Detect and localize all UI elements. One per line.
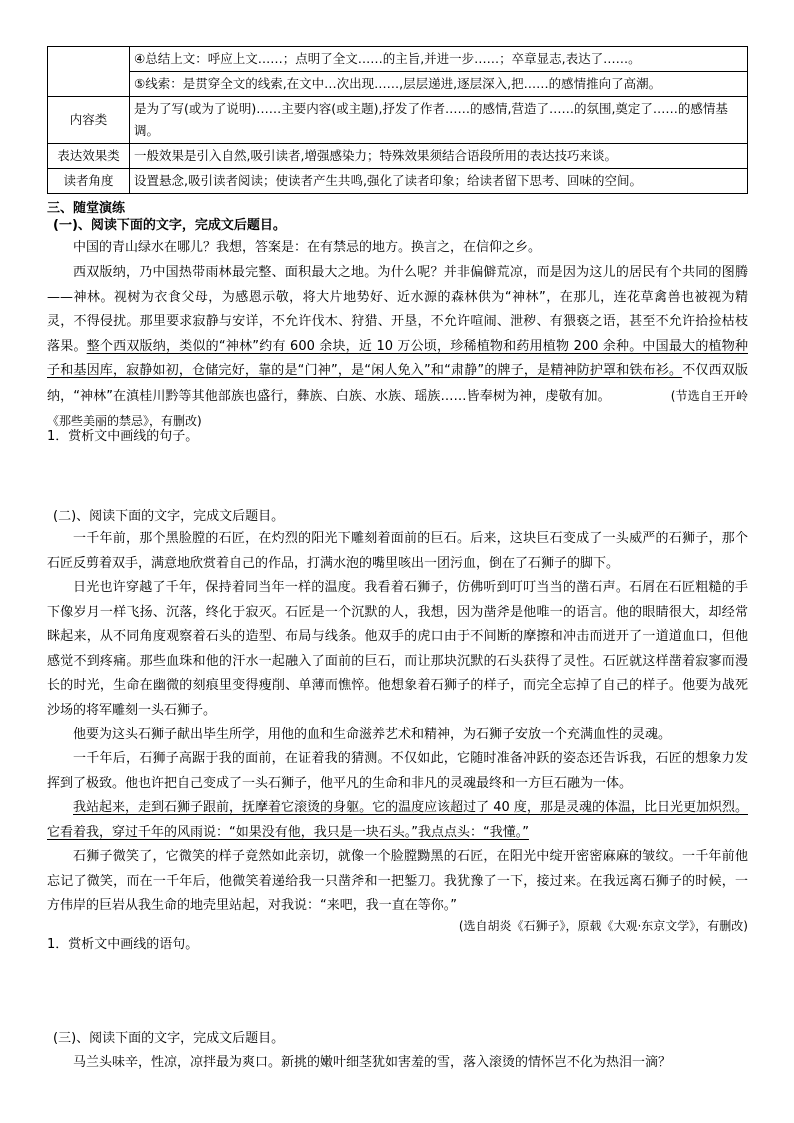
table-content-cell: 设置悬念,吸引读者阅读；使读者产生共鸣,强化了读者印象；给读者留下思考、回味的空间。	[130, 169, 748, 194]
paragraph-text: 西双版纳，乃中国热带雨林最完整、面积最大之地。为什么呢？并非偏僻荒凉，而是因为这儿的居民有个共同的图腾——神林。视树为衣食父母，为感恩示敬，将大片地势好、近水源的森林供为“神林”，在那儿，连花草禽兽也被视为精灵，不得侵扰。那里要求寂静与安详，不允许伐木、狩猎、开垦，不允许喧闹、泄秽、有猥亵之语，甚至不允许拾捡枯枝落果。	[47, 265, 748, 354]
question-1: 1．赏析文中画线的句子。	[47, 429, 199, 444]
table-content-cell: 一般效果是引入自然,吸引读者,增强感染力；特殊效果须结合语段所用的表达技巧来谈。	[130, 144, 748, 169]
table-content-cell: 是为了写(或为了说明)……主要内容(或主题),抒发了作者……的感情,营造了……的氛围,奠定了……的感情基调。	[130, 97, 748, 144]
underlined-sentence: 我站起来，走到石狮子跟前，抚摩着它滚烫的身躯。它的温度应该超过了 40 度，那是灵魂的体温，比日光更加炽烈。它看着我，穿过千年的风雨说：“如果没有他，我只是一块石头。”我点点头：“我懂。”	[47, 800, 748, 840]
question-1: 1．赏析文中画线的语句。	[47, 937, 199, 952]
table-category-cell: 读者角度	[48, 169, 130, 194]
passage-1-heading: (一)、阅读下面的文字，完成文后题目。	[53, 218, 286, 233]
summary-table	[47, 46, 748, 194]
passage-2-paragraph-1: 一千年前，那个黑脸膛的石匠，在灼烈的阳光下雕刻着面前的巨石。后来，这块巨石变成了一头威严的石狮子，那个石匠反剪着双手，满意地欣赏着自己的作品，打满水泡的嘴里咳出一团污血，倒在了石狮子的脚下。	[47, 531, 748, 571]
passage-1-paragraph-1: 中国的青山绿水在哪儿？我想，答案是：在有禁忌的地方。换言之，在信仰之乡。	[73, 240, 542, 255]
source-citation: (选自胡炎《石狮子》，原载《大观·东京文学》，有删改)	[458, 919, 748, 933]
passage-2-paragraph-6: 石狮子微笑了，它微笑的样子竟然如此亲切，就像一个脸膛黝黑的石匠，在阳光中绽开密密麻麻的皱纹。一千年前他忘记了微笑，而在一千年后，他微笑着递给我一只凿斧和一把錾刀。我犹豫了一下，接过来。在我远离石狮子的时候，一方伟岸的巨岩从我生命的地壳里站起，对我说：“来吧，我一直在等你。”	[47, 849, 748, 913]
table-row	[48, 47, 748, 72]
table-content-cell: ④总结上文：呼应上文……；点明了全文……的主旨,并进一步……；卒章显志,表达了……。	[130, 47, 748, 72]
table-category-cell: 内容类	[48, 97, 130, 144]
underlined-sentence: 整个西双版纳，类似的“神林”约有 600 余块，近 10 万公顷，珍稀植物和药用植物 200 余种。中国最大的植物种子和基因库，寂静如初，仓储完好，靠的是“门神”，是“闲人免入”和“肃静”的牌子，是精神防护罩和铁布衫。	[47, 338, 748, 378]
passage-2-paragraph-2: 日光也许穿越了千年，保持着同当年一样的温度。我看着石狮子，仿佛听到叮叮当当的凿石声。石屑在石匠粗糙的手下像岁月一样飞扬、沉落，终化于寂灭。石匠是一个沉默的人，我想，因为凿斧是他唯一的语言。他的眼睛很大，却经常眯起来，从不同角度观察着石头的造型、布局与线条。他双手的虎口由于不间断的摩擦和冲击而迸开了一道道血口，但他感觉不到疼痛。那些血珠和他的汗水一起融入了面前的巨石，而让那块沉默的石头获得了灵性。石匠就这样凿着寂寥而漫长的时光，生命在幽微的刻痕里变得瘦削、单薄而憔悴。他想象着石狮子的样子，而完全忘掉了自己的样子。他要为战死沙场的将军雕刻一头石狮子。	[47, 580, 748, 718]
table-row	[48, 169, 748, 194]
passage-2-paragraph-4: 一千年后，石狮子高踞于我的面前，在证着我的猜测。不仅如此，它随时准备冲跃的姿态还告诉我，石匠的想象力发挥到了极致。他也许把自己变成了一头石狮子，他平凡的生命和非凡的灵魂最终和一方巨石融为一体。	[47, 751, 748, 791]
table-category-cell: 表达效果类	[48, 144, 130, 169]
passage-3-heading: (三)、阅读下面的文字，完成文后题目。	[53, 1031, 285, 1046]
source-citation: (节选自王开岭《那些美丽的禁忌》，有删改)	[47, 388, 748, 428]
table-category-cell	[48, 47, 130, 97]
table-content-cell: ⑤线索：是贯穿全文的线索,在文中…次出现……,层层递进,逐层深入,把……的感情推向了高潮。	[130, 72, 748, 97]
passage-2-paragraph-5	[47, 796, 748, 845]
passage-2-heading: (二)、阅读下面的文字，完成文后题目。	[53, 509, 285, 524]
passage-2-paragraph-3: 他要为这头石狮子献出毕生所学，用他的血和生命滋养艺术和精神，为石狮子安放一个充满血性的灵魂。	[73, 727, 672, 742]
section-title: 三、随堂演练	[47, 201, 126, 216]
paragraph-text: 不仅西双版纳，“神林”在滇桂川黔等其他部族也盛行，彝族、白族、水族、瑶族……皆奉树为神，虔敬有加。	[47, 363, 748, 404]
passage-3-paragraph-1: 马兰头味辛，性凉，凉拌最为爽口。新挑的嫩叶细茎犹如害羞的雪，落入滚烫的情怀岂不化为热泪一滴？	[73, 1055, 672, 1070]
table-row	[48, 144, 748, 169]
table-row	[48, 97, 748, 144]
passage-1-paragraph-2	[47, 261, 748, 435]
table-row	[48, 72, 748, 97]
